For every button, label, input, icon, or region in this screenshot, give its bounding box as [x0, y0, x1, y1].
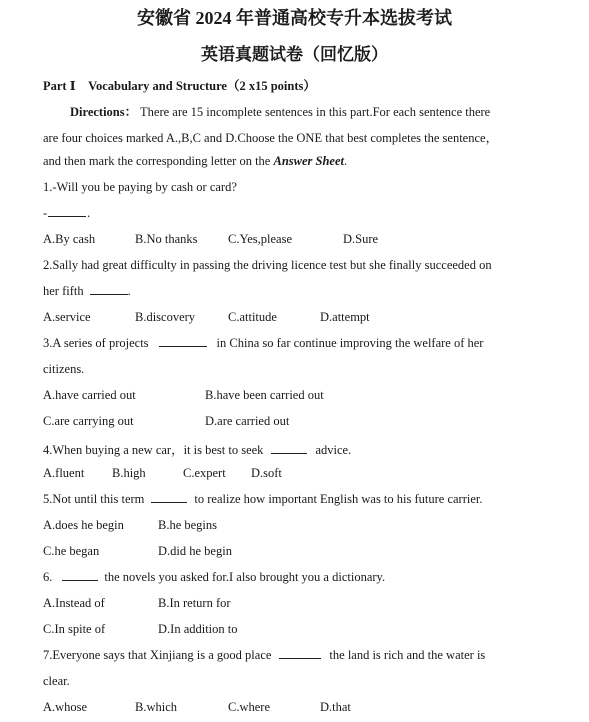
q2-option-b: B.discovery: [135, 310, 196, 324]
q4-option-d: D.soft: [251, 466, 282, 480]
q7-stem-line-2: clear.: [43, 674, 70, 688]
q5-stem: [43, 492, 483, 507]
q1-option-c: C.Yes,please: [228, 232, 293, 246]
directions-text-3c: .: [344, 154, 348, 168]
q6-stem-text-a: 6.: [43, 570, 53, 584]
q6-stem-text-b: the novels you asked for.I also brought you a dictionary.: [104, 570, 386, 584]
q3-option-d: D.are carried out: [205, 414, 290, 428]
q3-option-c: C.are carrying out: [43, 414, 134, 428]
q4-stem-text-b: advice.: [315, 443, 352, 457]
q4-stem-text-a: 4.When buying a new car，it is best to seek: [43, 443, 264, 457]
q5-stem-text-b: to realize how important English was to his future carrier.: [194, 492, 483, 506]
q3-option-a: A.have carried out: [43, 388, 136, 402]
q6-option-b: B.In return for: [158, 596, 231, 610]
q4-option-b: B.high: [112, 466, 146, 480]
answer-blank: [48, 206, 86, 217]
q1-stem: 1.-Will you be paying by cash or card?: [43, 180, 237, 194]
q5-option-d: D.did he begin: [158, 544, 232, 558]
q3-stem-text-a: 3.A series of projects: [43, 336, 149, 350]
q3-stem-line-1: [43, 336, 483, 351]
answer-sheet-text: Answer Sheet: [273, 154, 344, 168]
q5-stem-text-a: 5.Not until this term: [43, 492, 145, 506]
q2-stem-end: .: [127, 284, 131, 298]
q3-stem-line-2: citizens.: [43, 362, 85, 376]
q1-option-a: A.By cash: [43, 232, 96, 246]
q4-stem: [43, 440, 351, 458]
answer-blank: [62, 570, 98, 581]
q4-option-c: C.expert: [183, 466, 226, 480]
answer-blank: [279, 648, 321, 659]
exam-subtitle: 英语真题试卷（回忆版）: [201, 45, 388, 64]
q7-stem-text-b: the land is rich and the water is: [329, 648, 486, 662]
q2-option-a: A.service: [43, 310, 91, 324]
q1-option-b: B.No thanks: [135, 232, 198, 246]
q7-option-b: B.which: [135, 700, 178, 714]
directions-line-3: [43, 154, 347, 169]
section-heading: Part Ⅰ Vocabulary and Structure（2 x15 points）: [43, 79, 316, 93]
answer-blank: [151, 492, 187, 503]
q6-option-c: C.In spite of: [43, 622, 106, 636]
q1-reply-prefix: -: [43, 206, 48, 220]
directions-text-3a: and then mark the corresponding letter on the: [43, 154, 274, 168]
q1-option-d: D.Sure: [343, 232, 379, 246]
q3-option-b: B.have been carried out: [205, 388, 324, 402]
q2-stem-line-1: 2.Sally had great difficulty in passing the driving licence test but she finally succeeded on: [43, 258, 492, 272]
q7-option-a: A.whose: [43, 700, 88, 714]
q2-option-d: D.attempt: [320, 310, 370, 324]
q2-stem-text: her fifth: [43, 284, 84, 298]
q3-stem-text-b: in China so far continue improving the welfare of her: [216, 336, 484, 350]
q1-reply: [43, 206, 90, 221]
q6-option-a: A.Instead of: [43, 596, 105, 610]
q4-option-a: A.fluent: [43, 466, 85, 480]
q1-reply-suffix: .: [87, 206, 91, 220]
q7-stem-line-1: [43, 648, 485, 663]
q5-option-b: B.he begins: [158, 518, 218, 532]
q6-option-d: D.In addition to: [158, 622, 238, 636]
q5-option-c: C.he began: [43, 544, 100, 558]
answer-blank: [271, 443, 307, 454]
directions-line-2: are four choices marked A.,B,C and D.Choose the ONE that best completes the sentence，: [43, 131, 499, 145]
directions-line-1: [70, 102, 490, 120]
directions-label: Directions：: [70, 105, 138, 119]
q6-stem: [43, 570, 385, 585]
exam-title: 安徽省 2024 年普通高校专升本选拔考试: [137, 8, 452, 28]
directions-text-1: There are 15 incomplete sentences in this part.For each sentence there: [140, 105, 491, 119]
q7-option-d: D.that: [320, 700, 351, 714]
q2-option-c: C.attitude: [228, 310, 277, 324]
answer-blank: [90, 284, 128, 295]
q2-stem-line-2: [43, 284, 131, 299]
q7-stem-text-a: 7.Everyone says that Xinjiang is a good place: [43, 648, 272, 662]
q7-option-c: C.where: [228, 700, 270, 714]
q5-option-a: A.does he begin: [43, 518, 124, 532]
answer-blank: [159, 336, 207, 347]
